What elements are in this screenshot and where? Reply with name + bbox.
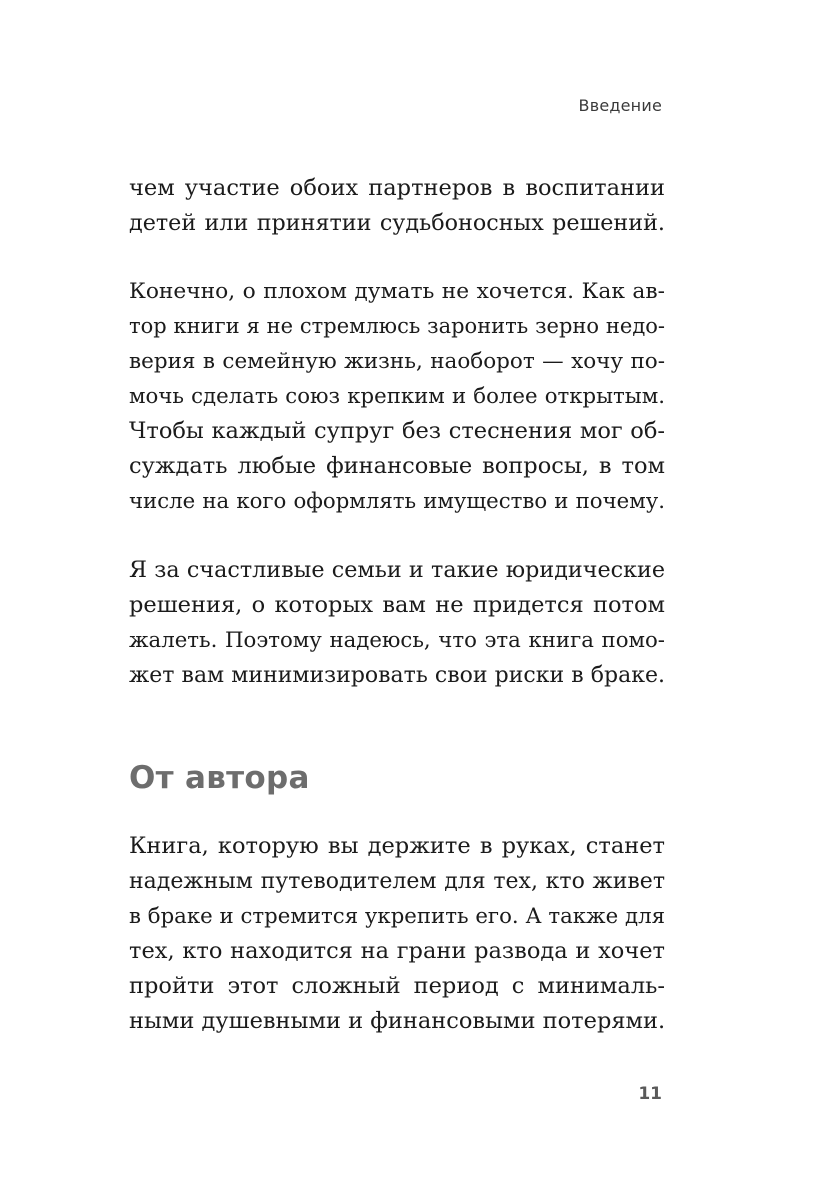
text-line: верия в семейную жизнь, наоборот — хочу по-: [129, 349, 665, 374]
text-line: Книга, которую вы держите в руках, станет: [129, 833, 665, 859]
text-line: чем участие обоих партнеров в воспитании: [129, 175, 665, 201]
paragraph-1: [129, 171, 665, 241]
paragraph-3: [129, 553, 665, 693]
text-line: ными душевными и финансовыми потерями.: [129, 1008, 666, 1034]
text-line: жалеть. Поэтому надеюсь, что эта книга помо-: [129, 628, 665, 653]
page-number: 11: [638, 1084, 662, 1104]
text-line: жет вам минимизировать свои риски в браке.: [129, 663, 665, 688]
section-paragraph: [129, 829, 665, 1039]
text-line: Конечно, о плохом думать не хочется. Как ав-: [129, 279, 665, 304]
text-line: пройти этот сложный период с минималь-: [129, 973, 665, 999]
text-line: мочь сделать союз крепким и более открытым.: [129, 384, 665, 409]
text-line: Чтобы каждый супруг без стеснения мог об-: [129, 418, 665, 444]
text-line: тех, кто находится на грани развода и хочет: [129, 938, 665, 964]
paragraph-2: [129, 274, 665, 519]
text-line: решения, о которых вам не придется потом: [129, 592, 665, 618]
text-line: детей или принятии судьбоносных решений.: [129, 210, 665, 236]
text-line: тор книги я не стремлюсь заронить зерно недо-: [129, 314, 665, 338]
text-line: суждать любые финансовые вопросы, в том: [129, 453, 665, 479]
section-heading: От автора: [129, 760, 310, 796]
running-head: Введение: [578, 96, 662, 115]
text-line: надежным путеводителем для тех, кто живет: [129, 869, 665, 894]
text-line: числе на кого оформлять имущество и почему.: [129, 489, 665, 514]
text-line: Я за счастливые семьи и такие юридические: [129, 557, 665, 583]
text-line: в браке и стремится укрепить его. А также для: [129, 904, 665, 929]
